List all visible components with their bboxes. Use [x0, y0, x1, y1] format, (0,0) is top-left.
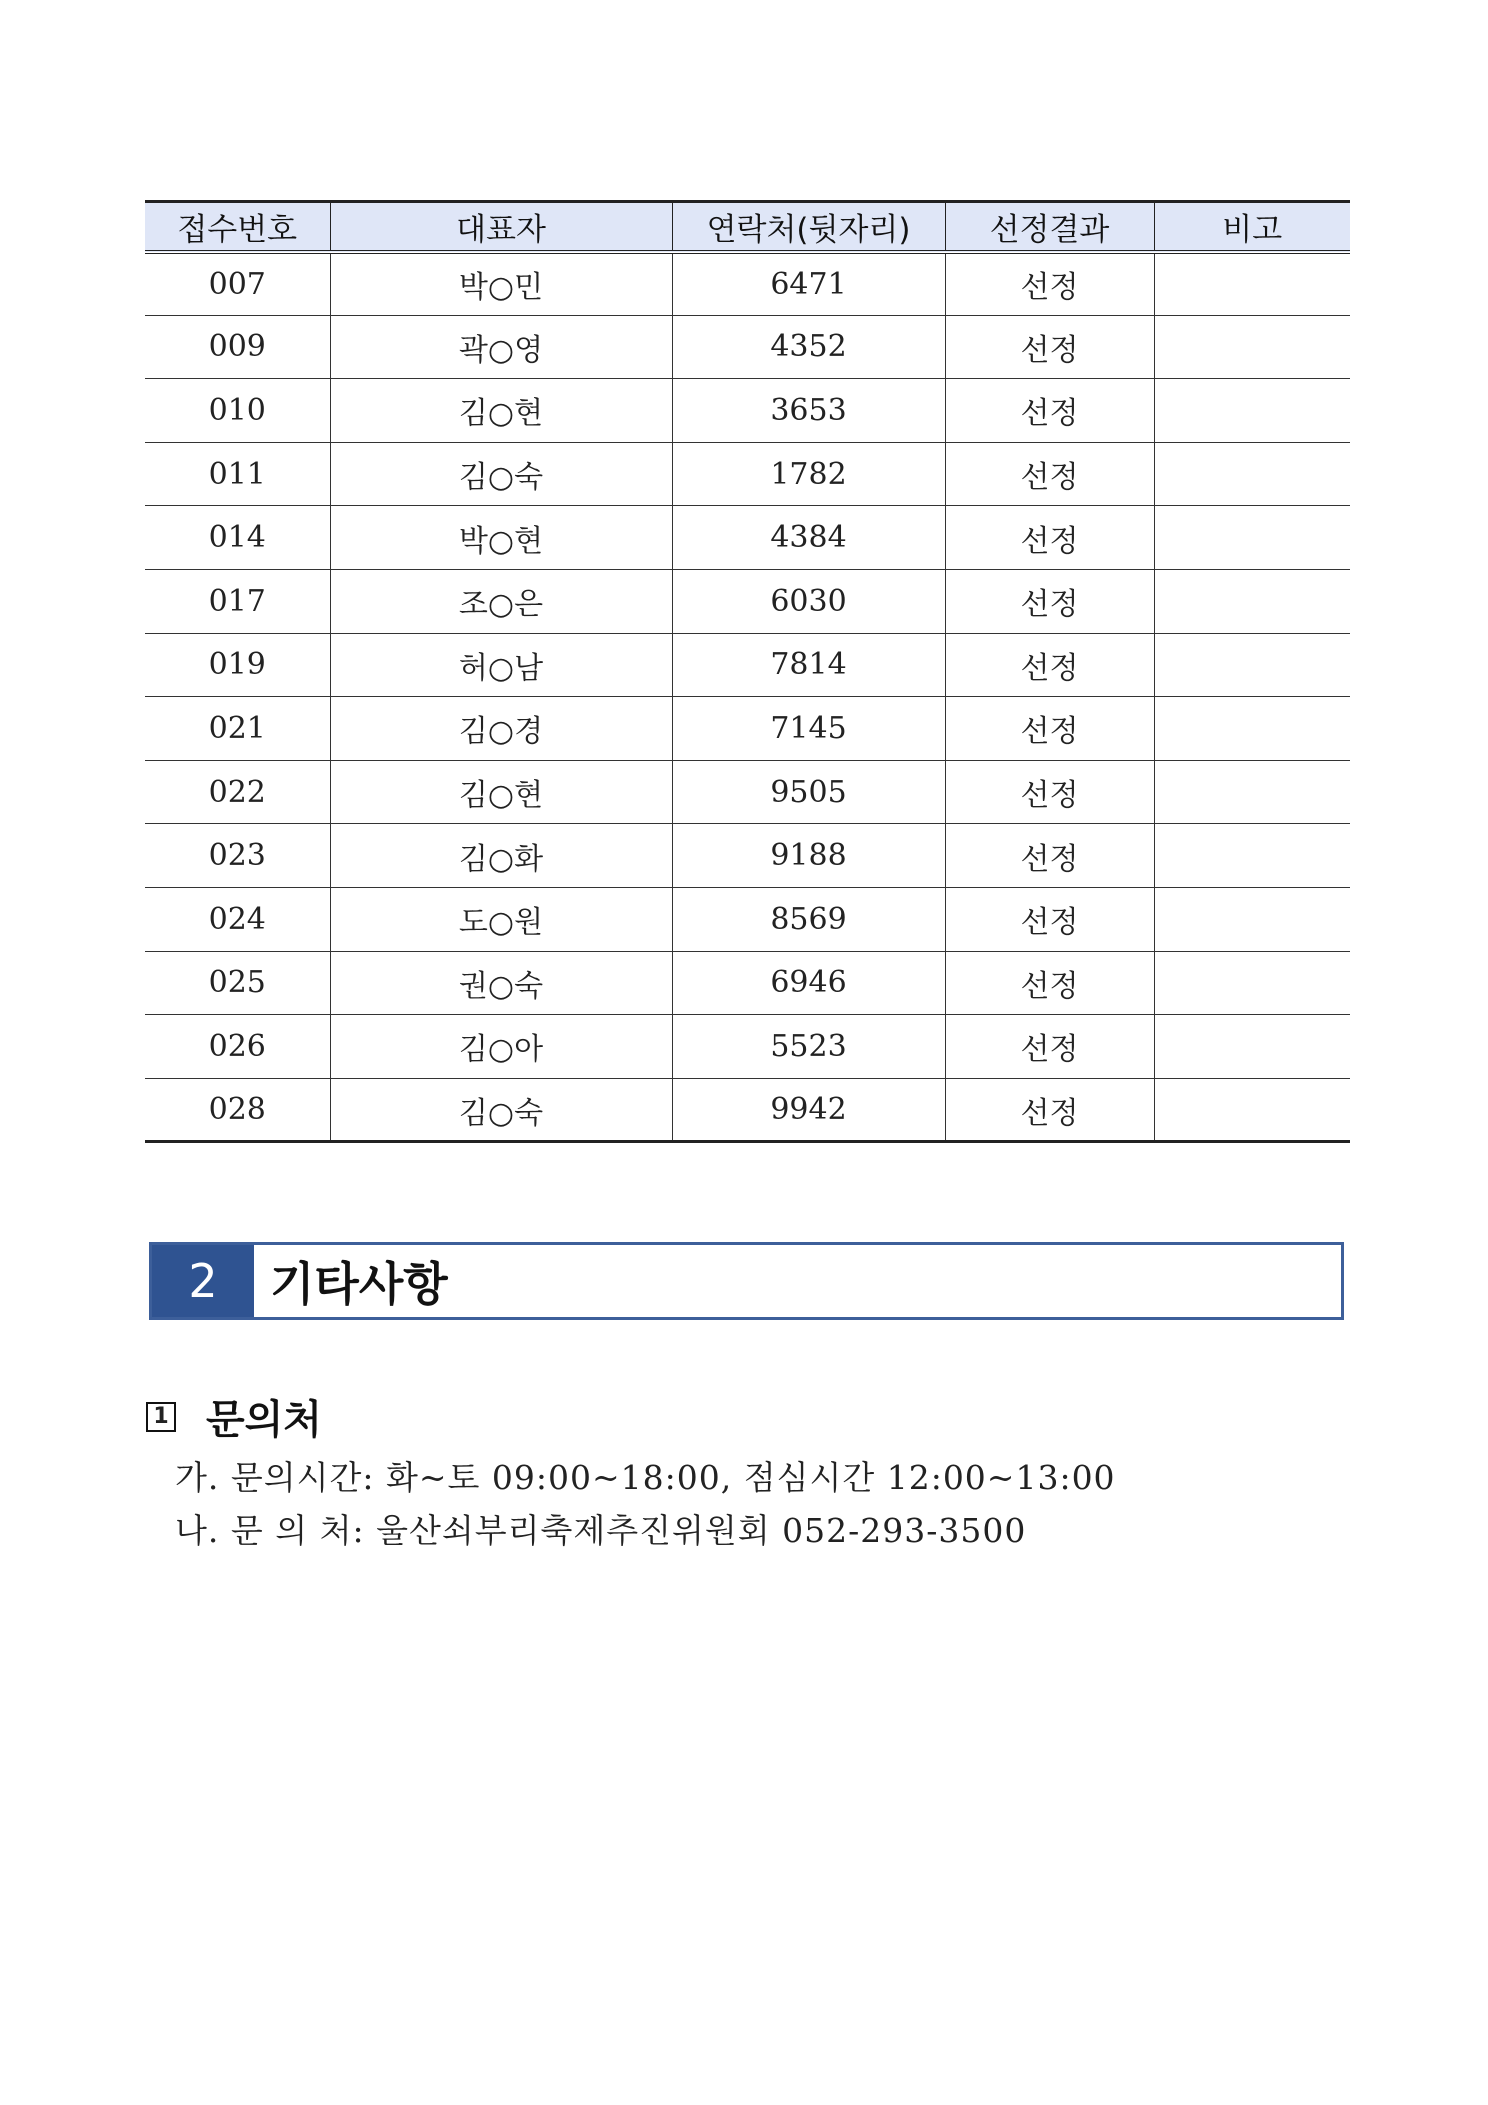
header-contact: 연락처(뒷자리)	[672, 202, 945, 252]
cell-result: 선정	[945, 887, 1154, 951]
cell-representative: 김○현	[330, 760, 672, 824]
cell-result: 선정	[945, 379, 1154, 443]
cell-result: 선정	[945, 1078, 1154, 1142]
cell-result: 선정	[945, 824, 1154, 888]
cell-remarks	[1154, 252, 1350, 316]
table-row	[145, 569, 1350, 633]
table-row	[145, 760, 1350, 824]
cell-contact: 6946	[672, 951, 945, 1015]
cell-result: 선정	[945, 252, 1154, 316]
cell-remarks	[1154, 315, 1350, 379]
table-row	[145, 633, 1350, 697]
cell-contact: 6030	[672, 569, 945, 633]
cell-remarks	[1154, 697, 1350, 761]
cell-contact: 5523	[672, 1015, 945, 1079]
cell-receipt-number: 019	[145, 633, 330, 697]
table-row	[145, 442, 1350, 506]
table-body	[145, 252, 1350, 1142]
cell-result: 선정	[945, 506, 1154, 570]
header-receipt-number: 접수번호	[145, 202, 330, 252]
selection-result-table	[145, 200, 1350, 1143]
cell-representative: 김○아	[330, 1015, 672, 1079]
cell-receipt-number: 024	[145, 887, 330, 951]
cell-receipt-number: 028	[145, 1078, 330, 1142]
table-header-row	[145, 202, 1350, 252]
cell-representative: 김○숙	[330, 442, 672, 506]
cell-remarks	[1154, 824, 1350, 888]
cell-receipt-number: 022	[145, 760, 330, 824]
contact-hours: 가. 문의시간: 화~토 09:00~18:00, 점심시간 12:00~13:00	[175, 1458, 1116, 1497]
cell-result: 선정	[945, 315, 1154, 379]
cell-representative: 박○현	[330, 506, 672, 570]
cell-contact: 9505	[672, 760, 945, 824]
cell-contact: 7814	[672, 633, 945, 697]
cell-remarks	[1154, 951, 1350, 1015]
cell-result: 선정	[945, 1015, 1154, 1079]
table-row	[145, 697, 1350, 761]
cell-contact: 4352	[672, 315, 945, 379]
section-title: 기타사항	[270, 1257, 448, 1311]
cell-contact: 8569	[672, 887, 945, 951]
cell-result: 선정	[945, 760, 1154, 824]
subsection-title: 문의처	[206, 1397, 322, 1443]
cell-receipt-number: 009	[145, 315, 330, 379]
cell-remarks	[1154, 379, 1350, 443]
cell-contact: 6471	[672, 252, 945, 316]
cell-receipt-number: 011	[145, 442, 330, 506]
cell-representative: 권○숙	[330, 951, 672, 1015]
cell-remarks	[1154, 569, 1350, 633]
cell-representative: 김○화	[330, 824, 672, 888]
table-row	[145, 1015, 1350, 1079]
cell-remarks	[1154, 887, 1350, 951]
cell-representative: 김○경	[330, 697, 672, 761]
header-representative: 대표자	[330, 202, 672, 252]
cell-receipt-number: 021	[145, 697, 330, 761]
cell-remarks	[1154, 442, 1350, 506]
table-row	[145, 824, 1350, 888]
cell-contact: 7145	[672, 697, 945, 761]
cell-representative: 박○민	[330, 252, 672, 316]
cell-contact: 9942	[672, 1078, 945, 1142]
cell-receipt-number: 014	[145, 506, 330, 570]
table-row	[145, 379, 1350, 443]
cell-result: 선정	[945, 697, 1154, 761]
contact-place: 나. 문 의 처: 울산쇠부리축제추진위원회 052-293-3500	[175, 1511, 1027, 1550]
cell-representative: 김○숙	[330, 1078, 672, 1142]
table-row	[145, 1078, 1350, 1142]
cell-representative: 곽○영	[330, 315, 672, 379]
table-row	[145, 252, 1350, 316]
table-row	[145, 315, 1350, 379]
cell-receipt-number: 026	[145, 1015, 330, 1079]
cell-contact: 1782	[672, 442, 945, 506]
cell-receipt-number: 023	[145, 824, 330, 888]
cell-contact: 3653	[672, 379, 945, 443]
cell-contact: 9188	[672, 824, 945, 888]
cell-receipt-number: 017	[145, 569, 330, 633]
header-remarks: 비고	[1154, 202, 1350, 252]
cell-contact: 4384	[672, 506, 945, 570]
subsection-heading	[146, 1388, 322, 1445]
section-banner	[149, 1242, 1344, 1320]
cell-remarks	[1154, 633, 1350, 697]
cell-result: 선정	[945, 633, 1154, 697]
cell-result: 선정	[945, 951, 1154, 1015]
cell-representative: 도○원	[330, 887, 672, 951]
table-row	[145, 887, 1350, 951]
cell-representative: 김○현	[330, 379, 672, 443]
cell-result: 선정	[945, 569, 1154, 633]
cell-remarks	[1154, 1078, 1350, 1142]
cell-representative: 허○남	[330, 633, 672, 697]
section-number: 2	[152, 1245, 254, 1317]
subsection-marker: 1	[146, 1402, 176, 1432]
table-row	[145, 951, 1350, 1015]
cell-receipt-number: 010	[145, 379, 330, 443]
cell-receipt-number: 007	[145, 252, 330, 316]
cell-result: 선정	[945, 442, 1154, 506]
cell-representative: 조○은	[330, 569, 672, 633]
cell-remarks	[1154, 1015, 1350, 1079]
cell-remarks	[1154, 760, 1350, 824]
table-row	[145, 506, 1350, 570]
cell-receipt-number: 025	[145, 951, 330, 1015]
header-result: 선정결과	[945, 202, 1154, 252]
cell-remarks	[1154, 506, 1350, 570]
